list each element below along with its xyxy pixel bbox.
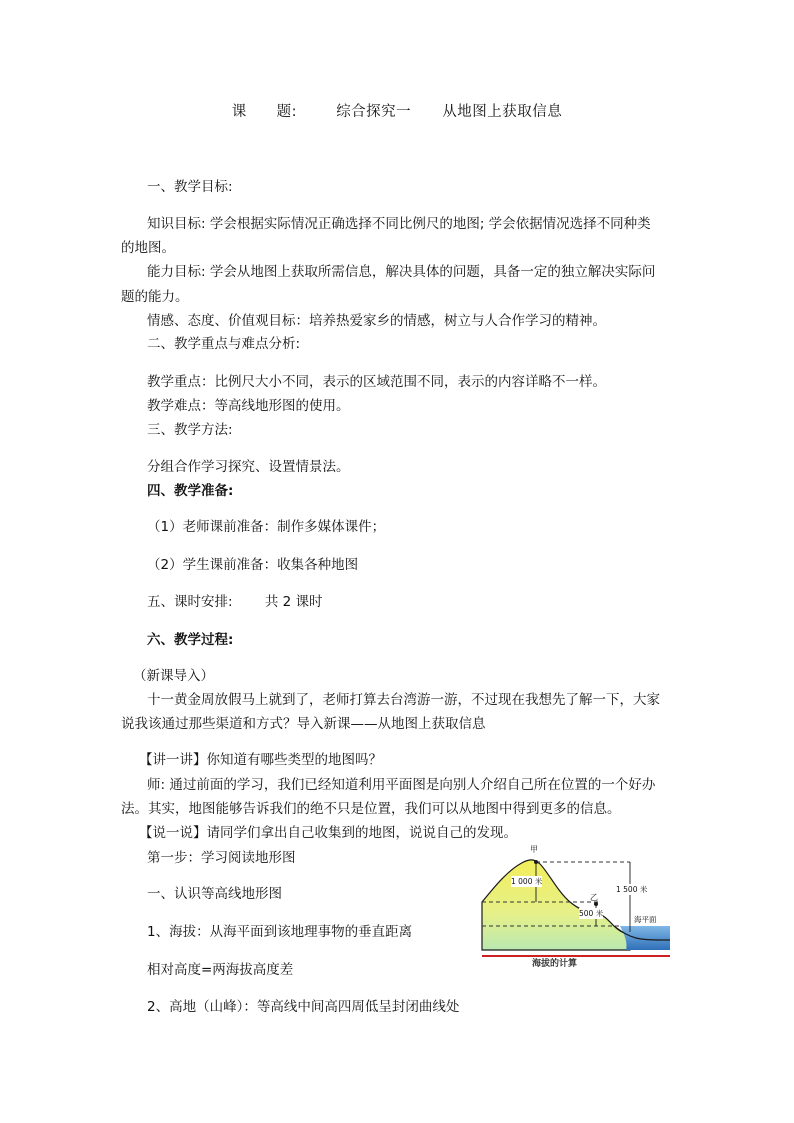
difficulty-point: 教学难点：等高线地形图的使用。	[147, 398, 350, 414]
highland-definition: 2、高地（山峰）：等高线中间高四周低呈封闭曲线处	[147, 999, 460, 1015]
page-title	[0, 100, 794, 121]
section-method-heading: 三、教学方法:	[147, 422, 233, 438]
schedule-label: 五、课时安排:	[147, 594, 233, 610]
prep-teacher: （1）老师课前准备：制作多媒体课件；	[147, 519, 386, 535]
step-one: 第一步：学习阅读地形图	[147, 850, 296, 866]
prep-student: （2）学生课前准备：收集各种地图	[147, 557, 359, 573]
teacher-line-1: 师: 通过前面的学习，我们已经知道利用平面图是向别人介绍自己所在位置的一个好办	[147, 777, 656, 793]
emotion-goal: 情感、态度、价值观目标：培养热爱家乡的情感，树立与人合作学习的精神。	[147, 313, 606, 329]
section-process-heading: 六、教学过程:	[147, 632, 234, 648]
diagram-caption: 海拔的计算	[532, 959, 578, 969]
teacher-line-2: 法。其实，地图能够告诉我们的绝不只是位置，我们可以从地图中得到更多的信息。	[121, 801, 621, 817]
height-1000-label: 1 000 米	[511, 877, 543, 886]
contour-heading: 一、认识等高线地形图	[147, 886, 282, 902]
height-500-label: 500 米	[579, 909, 604, 918]
section-key-points-heading: 二、教学重点与难点分析:	[147, 336, 301, 352]
knowledge-goal-line-2: 的地图。	[121, 240, 175, 256]
relative-height-definition: 相对高度=两海拔高度差	[147, 962, 294, 978]
section-prep-heading: 四、教学准备:	[147, 483, 234, 499]
talk-prompt: 【讲一讲】你知道有哪些类型的地图吗？	[139, 752, 382, 768]
section-schedule-heading	[147, 590, 323, 610]
title-topic: 从地图上获取信息	[442, 104, 563, 120]
say-prompt: 【说一说】请同学们拿出自己收集到的地图，说说自己的发现。	[139, 825, 517, 841]
point-b-label: 乙	[590, 893, 598, 902]
title-subject: 综合探究一	[336, 104, 412, 120]
altitude-diagram-svg	[478, 842, 670, 970]
knowledge-goal-line-1: 知识目标: 学会根据实际情况正确选择不同比例尺的地图; 学会依据情况选择不同种类	[147, 216, 651, 232]
ability-goal-line-1: 能力目标: 学会从地图上获取所需信息，解决具体的问题，具备一定的独立解决实际问	[147, 264, 656, 280]
peak-label: 甲	[530, 845, 538, 854]
schedule-value: 共 2 课时	[264, 594, 323, 610]
section-objectives-heading: 一、教学目标:	[147, 179, 233, 195]
intro-line-2: 说我该通过那些渠道和方式？导入新课——从地图上获取信息	[121, 716, 486, 732]
method-text: 分组合作学习探究、设置情景法。	[147, 459, 350, 475]
peak-point	[534, 860, 538, 864]
height-1500-label: 1 500 米	[616, 885, 648, 894]
sea-area	[620, 926, 670, 950]
intro-line-1: 十一黄金周放假马上就到了，老师打算去台湾游一游，不过现在我想先了解一下，大家	[147, 692, 660, 708]
key-point: 教学重点：比例尺大小不同，表示的区域范围不同，表示的内容详略不一样。	[147, 374, 606, 390]
sea-level-label: 海平面	[634, 915, 657, 924]
ability-goal-line-2: 题的能力。	[121, 289, 189, 305]
altitude-diagram	[478, 842, 670, 970]
altitude-definition: 1、海拔：从海平面到该地理事物的垂直距离	[147, 924, 413, 940]
intro-heading: （新课导入）	[133, 668, 214, 684]
title-label: 课 题:	[231, 104, 298, 120]
